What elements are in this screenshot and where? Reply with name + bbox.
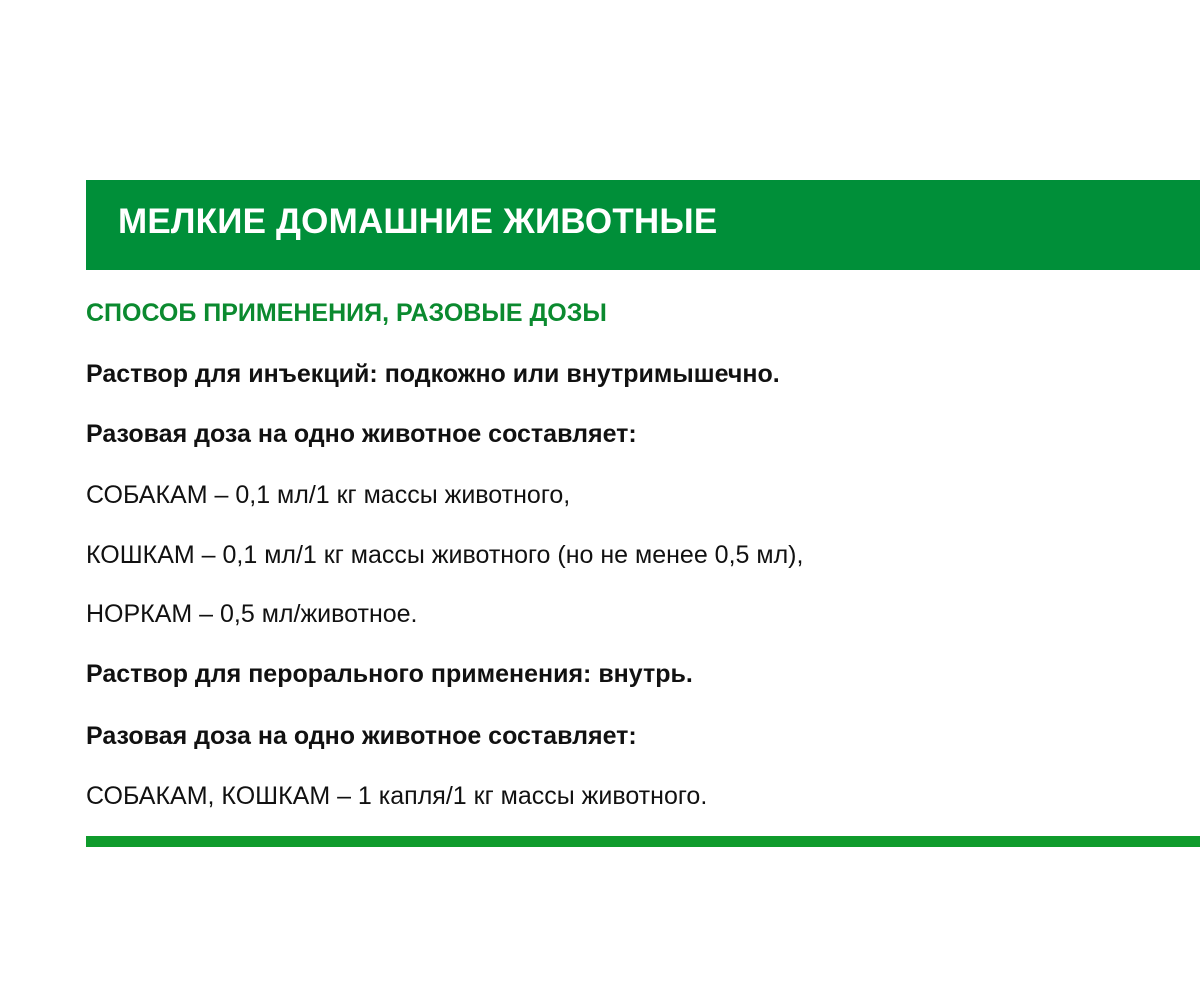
dogs-cats-oral-dose-line: СОБАКАМ, КОШКАМ – 1 капля/1 кг массы животного. [86, 782, 708, 810]
cats-dose-line: КОШКАМ – 0,1 мл/1 кг массы животного (но не менее 0,5 мл), [86, 541, 804, 569]
banner-title: МЕЛКИЕ ДОМАШНИЕ ЖИВОТНЫЕ [118, 202, 718, 241]
oral-single-dose-intro-line: Разовая доза на одно животное составляет: [86, 722, 637, 750]
dosage-section [86, 298, 1186, 810]
section-heading: СПОСОБ ПРИМЕНЕНИЯ, РАЗОВЫЕ ДОЗЫ [86, 299, 607, 327]
injection-method-line: Раствор для инъекций: подкожно или внутримышечно. [86, 360, 780, 388]
bottom-divider [86, 836, 1200, 847]
oral-method-line: Раствор для перорального применения: внутрь. [86, 660, 693, 688]
dogs-dose-line: СОБАКАМ – 0,1 мл/1 кг массы животного, [86, 481, 571, 509]
single-dose-intro-line: Разовая доза на одно животное составляет: [86, 420, 637, 448]
title-banner [86, 180, 1200, 270]
minks-dose-line: НОРКАМ – 0,5 мл/животное. [86, 600, 418, 628]
